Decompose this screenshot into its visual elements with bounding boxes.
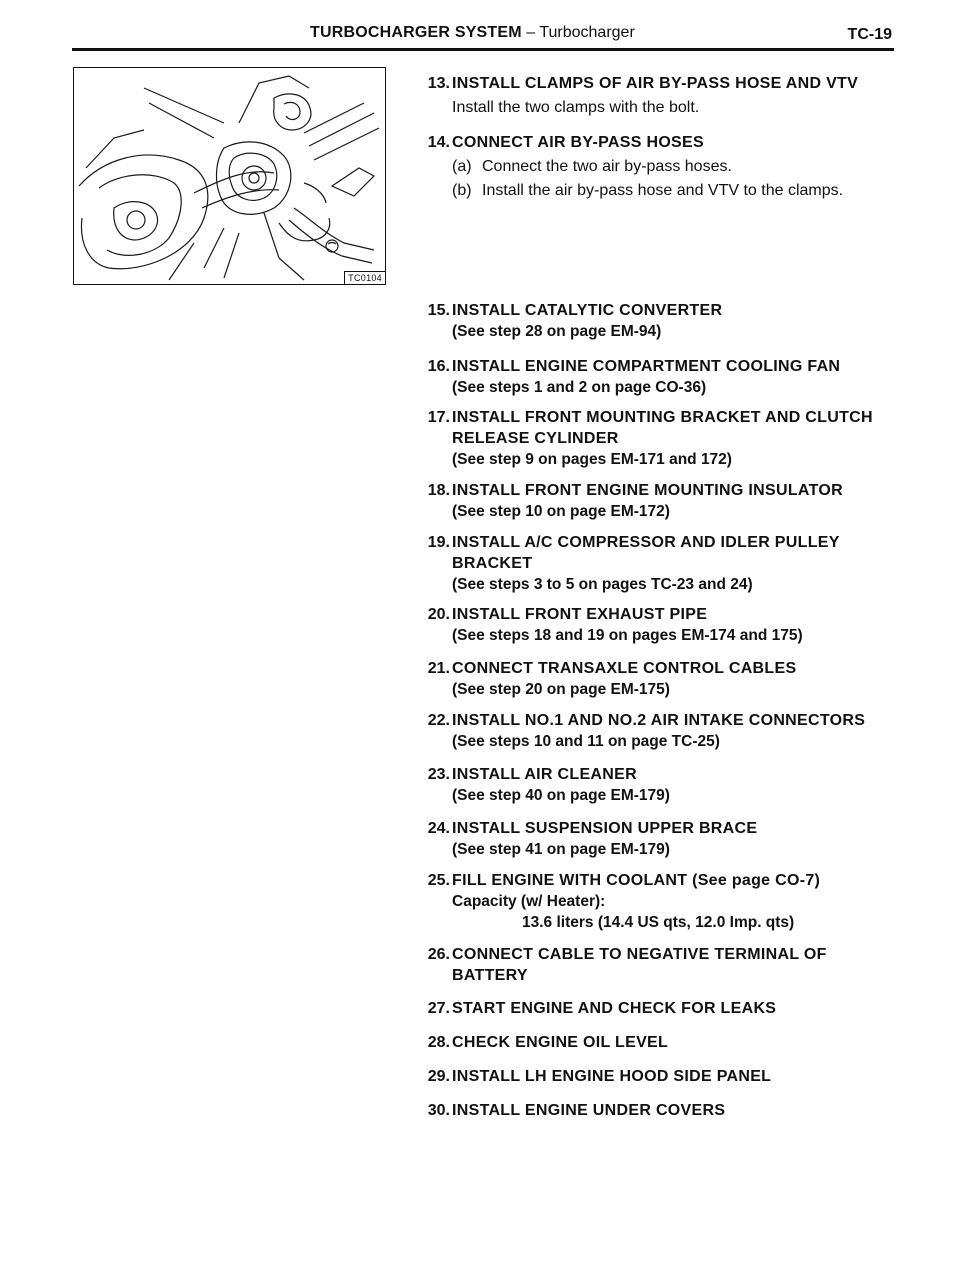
step-23 bbox=[412, 764, 922, 806]
step-title: CONNECT CABLE TO NEGATIVE TERMINAL OF bbox=[452, 946, 827, 963]
subsection-title: Turbocharger bbox=[539, 24, 635, 41]
step-body: Install the two clamps with the bolt. bbox=[452, 99, 700, 116]
step-number: 14. bbox=[427, 134, 450, 151]
step-number: 28. bbox=[427, 1034, 450, 1051]
step-title: INSTALL LH ENGINE HOOD SIDE PANEL bbox=[452, 1068, 772, 1085]
step-title: INSTALL ENGINE UNDER COVERS bbox=[452, 1102, 726, 1119]
turbocharger-assembly-illustration-icon bbox=[74, 68, 386, 285]
step-reference: (See step 20 on page EM-175) bbox=[452, 681, 670, 698]
substep-label: (b) bbox=[452, 182, 472, 199]
step-29 bbox=[412, 1066, 922, 1087]
step-number: 30. bbox=[427, 1102, 450, 1119]
step-number: 23. bbox=[427, 766, 450, 783]
step-19 bbox=[412, 532, 922, 595]
substep-text: Install the air by-pass hose and VTV to the clamps. bbox=[482, 182, 844, 199]
step-number: 22. bbox=[427, 712, 450, 729]
step-number: 27. bbox=[427, 1000, 450, 1017]
step-number: 20. bbox=[427, 606, 450, 623]
header-title bbox=[310, 24, 635, 42]
step-30 bbox=[412, 1100, 922, 1121]
step-reference: (See step 40 on page EM-179) bbox=[452, 787, 670, 804]
step-title: INSTALL CLAMPS OF AIR BY-PASS HOSE AND VTV bbox=[452, 75, 859, 92]
step-reference: (See step 9 on pages EM-171 and 172) bbox=[452, 451, 732, 468]
turbocharger-figure bbox=[73, 67, 386, 285]
step-title: INSTALL FRONT MOUNTING BRACKET AND CLUTCH bbox=[452, 409, 873, 426]
step-title: INSTALL FRONT ENGINE MOUNTING INSULATOR bbox=[452, 482, 843, 499]
step-13 bbox=[412, 73, 922, 118]
step-number: 24. bbox=[427, 820, 450, 837]
substep-a bbox=[452, 156, 922, 177]
step-title: START ENGINE AND CHECK FOR LEAKS bbox=[452, 1000, 777, 1017]
step-title: INSTALL AIR CLEANER bbox=[452, 766, 637, 783]
step-number: 21. bbox=[427, 660, 450, 677]
step-27 bbox=[412, 998, 922, 1019]
step-15 bbox=[412, 300, 922, 342]
step-reference: (See steps 10 and 11 on page TC-25) bbox=[452, 733, 720, 750]
step-20 bbox=[412, 604, 922, 646]
step-title: INSTALL A/C COMPRESSOR AND IDLER PULLEY bbox=[452, 534, 840, 551]
step-title: INSTALL SUSPENSION UPPER BRACE bbox=[452, 820, 758, 837]
step-reference: (See steps 3 to 5 on pages TC-23 and 24) bbox=[452, 576, 753, 593]
step-title: CONNECT AIR BY-PASS HOSES bbox=[452, 134, 704, 151]
step-number: 29. bbox=[427, 1068, 450, 1085]
step-title: INSTALL NO.1 AND NO.2 AIR INTAKE CONNECTORS bbox=[452, 712, 866, 729]
substep-label: (a) bbox=[452, 158, 472, 175]
step-title-line-2: BRACKET bbox=[452, 555, 533, 572]
step-title: FILL ENGINE WITH COOLANT (See page CO-7) bbox=[452, 872, 821, 889]
step-reference: (See steps 18 and 19 on pages EM-174 and 175) bbox=[452, 627, 803, 644]
step-number: 19. bbox=[427, 534, 450, 551]
capacity-value: 13.6 liters (14.4 US qts, 12.0 Imp. qts) bbox=[522, 914, 795, 931]
step-14 bbox=[412, 132, 922, 201]
section-title: TURBOCHARGER SYSTEM bbox=[310, 24, 522, 41]
step-reference: (See step 10 on page EM-172) bbox=[452, 503, 670, 520]
substep-text: Connect the two air by-pass hoses. bbox=[482, 158, 732, 175]
step-number: 26. bbox=[427, 946, 450, 963]
page-header bbox=[72, 22, 894, 51]
step-18 bbox=[412, 480, 922, 522]
step-number: 16. bbox=[427, 358, 450, 375]
step-number: 17. bbox=[427, 409, 450, 426]
step-number: 25. bbox=[427, 872, 450, 889]
step-reference: (See step 41 on page EM-179) bbox=[452, 841, 670, 858]
page-number: TC-19 bbox=[847, 26, 892, 43]
header-separator: – bbox=[521, 24, 540, 41]
figure-code: TC0104 bbox=[344, 271, 385, 284]
step-title: CHECK ENGINE OIL LEVEL bbox=[452, 1034, 669, 1051]
step-number: 18. bbox=[427, 482, 450, 499]
step-title: CONNECT TRANSAXLE CONTROL CABLES bbox=[452, 660, 797, 677]
step-title-line-2: BATTERY bbox=[452, 967, 528, 984]
substep-b bbox=[452, 180, 922, 201]
step-title: INSTALL FRONT EXHAUST PIPE bbox=[452, 606, 708, 623]
step-reference: (See steps 1 and 2 on page CO-36) bbox=[452, 379, 707, 396]
step-21 bbox=[412, 658, 922, 700]
step-26 bbox=[412, 944, 922, 986]
step-title-line-2: RELEASE CYLINDER bbox=[452, 430, 619, 447]
step-reference: (See step 28 on page EM-94) bbox=[452, 323, 662, 340]
step-25 bbox=[412, 870, 922, 933]
step-number: 13. bbox=[427, 75, 450, 92]
capacity-label: Capacity (w/ Heater): bbox=[452, 893, 606, 910]
step-title: INSTALL ENGINE COMPARTMENT COOLING FAN bbox=[452, 358, 841, 375]
step-16 bbox=[412, 356, 922, 398]
step-22 bbox=[412, 710, 922, 752]
step-24 bbox=[412, 818, 922, 860]
step-28 bbox=[412, 1032, 922, 1053]
step-number: 15. bbox=[427, 302, 450, 319]
step-title: INSTALL CATALYTIC CONVERTER bbox=[452, 302, 723, 319]
step-17 bbox=[412, 407, 922, 470]
